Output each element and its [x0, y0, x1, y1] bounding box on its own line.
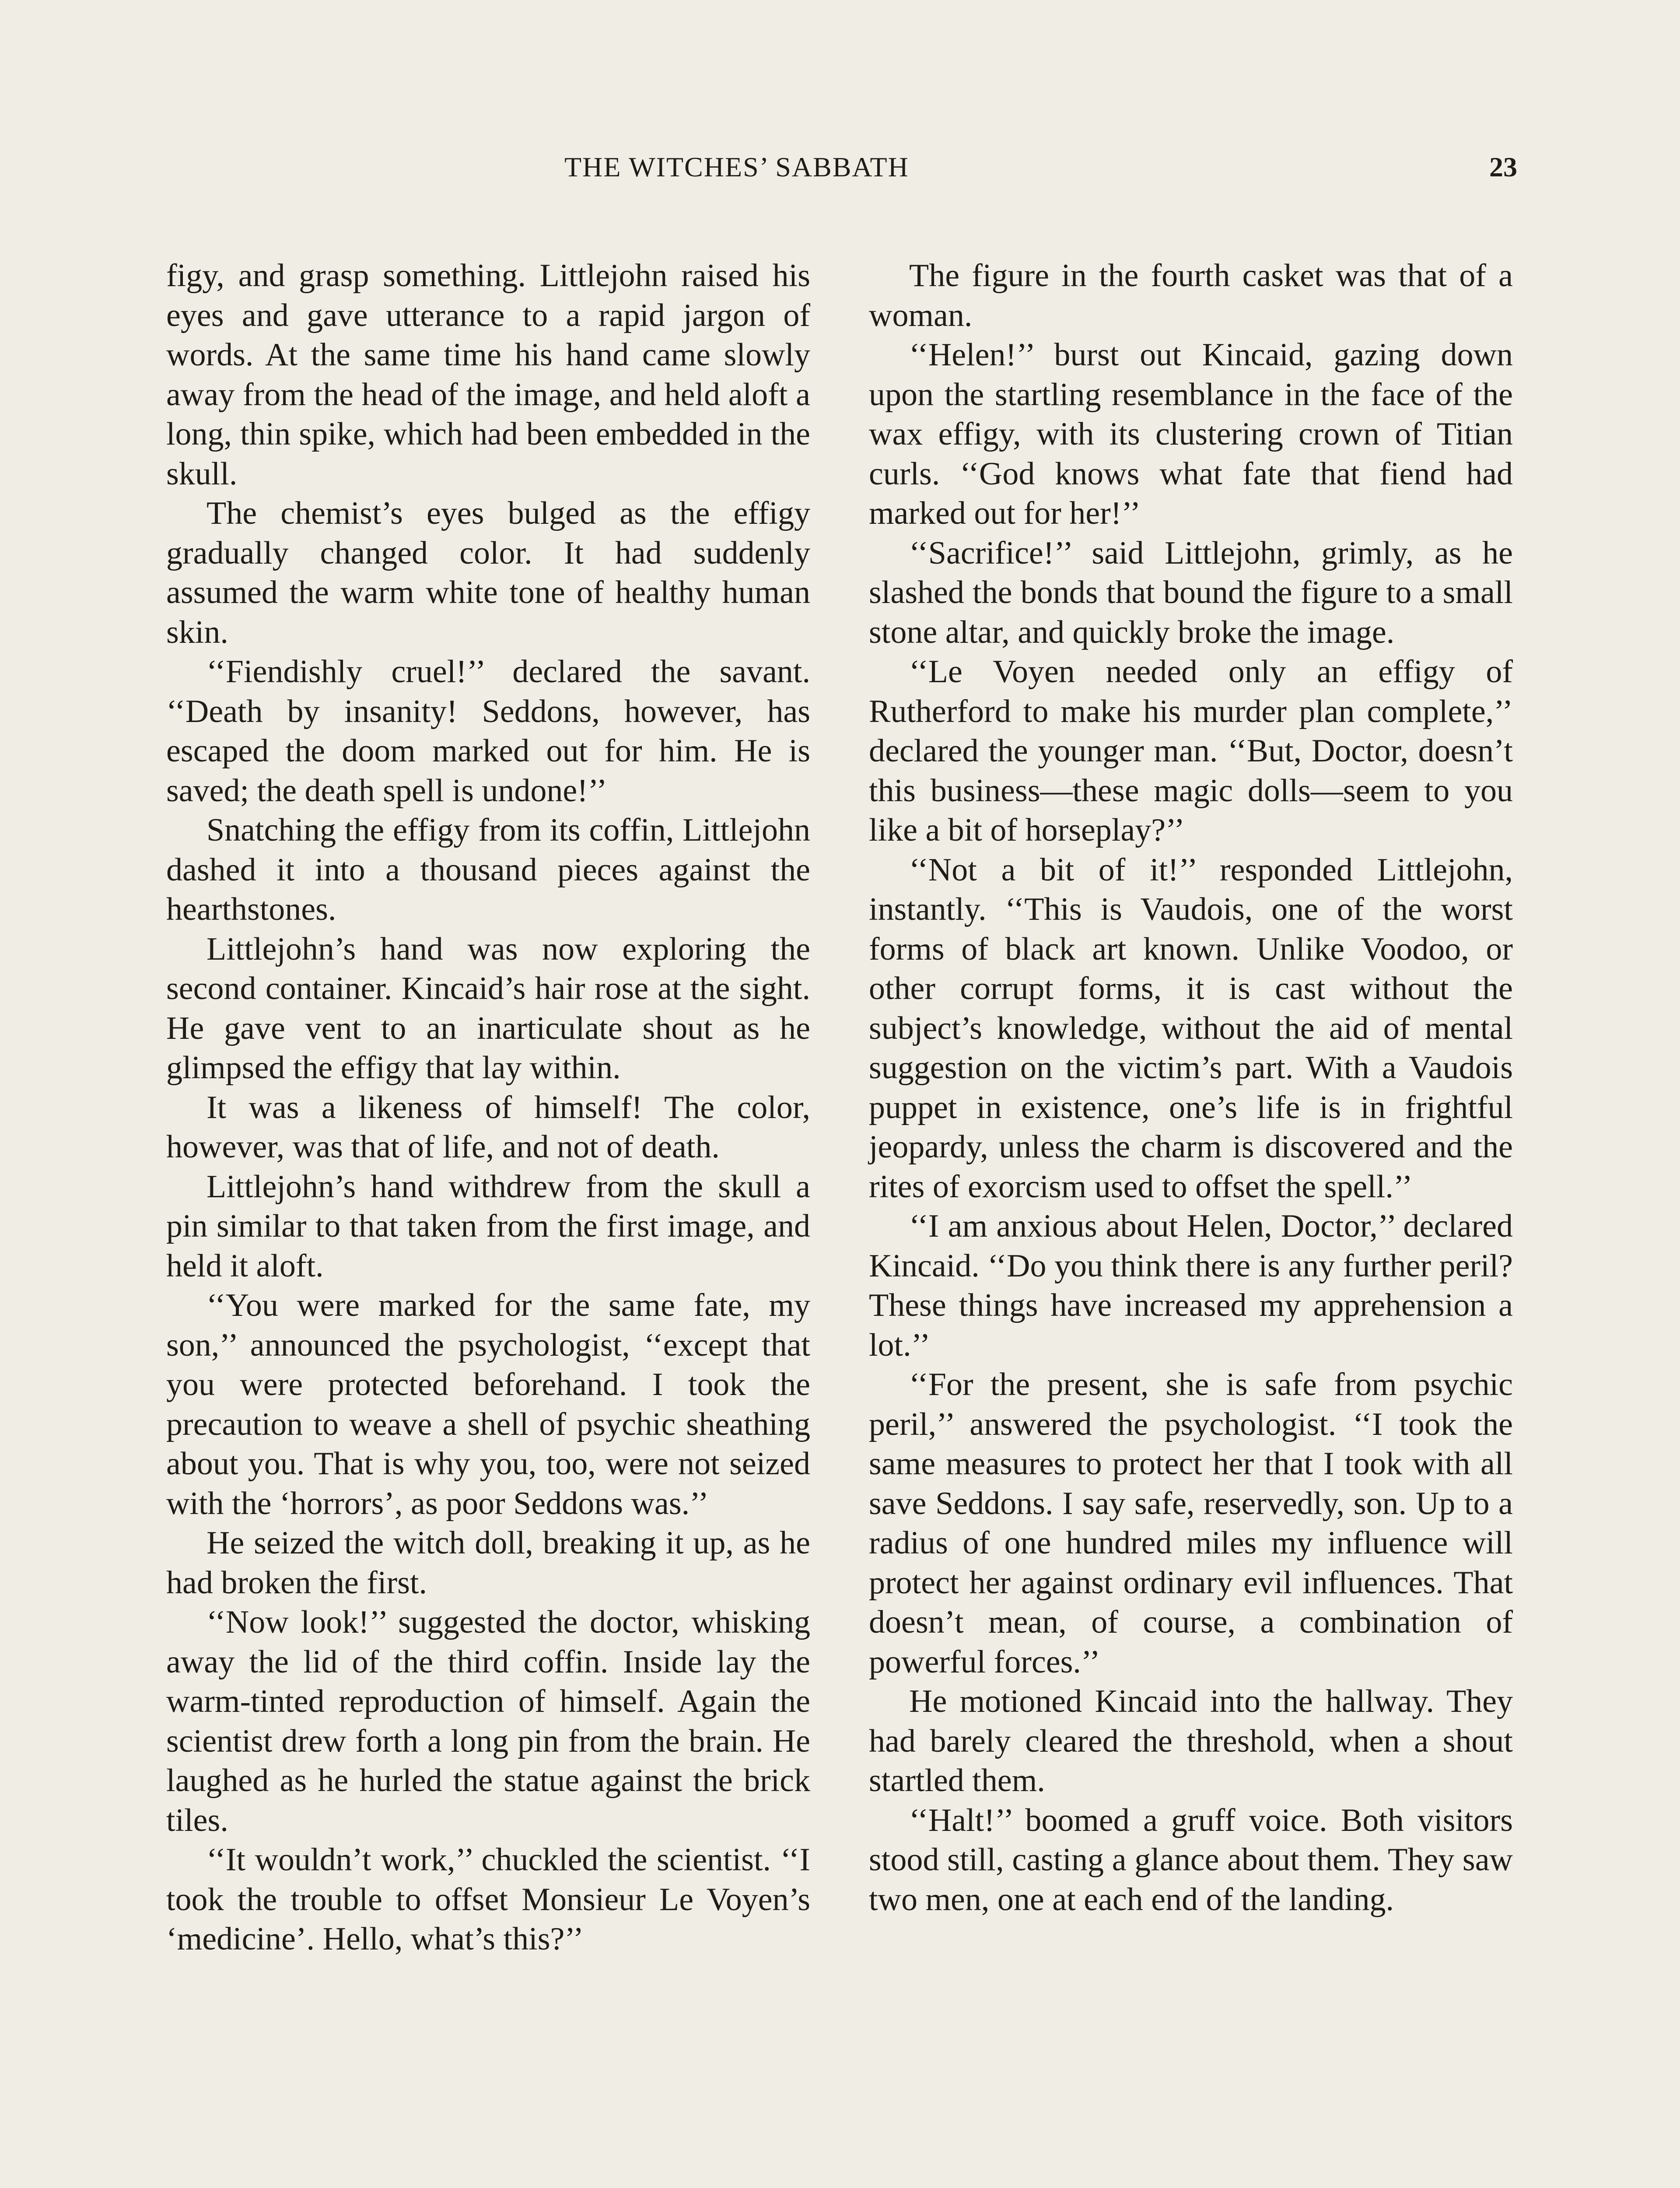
left-column	[166, 256, 810, 1959]
paragraph: He motioned Kincaid into the hallway. They had barely cleared the threshold, when a shout startled them.	[869, 1683, 1513, 1799]
paragraph: ‘‘It wouldn’t work,’’ chuckled the scientist. ‘‘I took the trouble to offset Monsieur Le Voyen’s ‘medicine’. Hello, what’s this?’’	[166, 1842, 810, 1957]
paragraph: ‘‘You were marked for the same fate, my son,’’ announced the psychologist, ‘‘except that you were protected beforehand. I took the precaution to weave a shell of psychic sheathing about you. That is why you, too, were not seized with the ‘horrors’, as poor Seddons was.’’	[166, 1287, 810, 1522]
paragraph: He seized the witch doll, breaking it up, as he had broken the first.	[166, 1525, 810, 1601]
paragraph: ‘‘Sacrifice!’’ said Littlejohn, grimly, as he slashed the bonds that bound the figure to a small stone altar, and quickly broke the image.	[869, 535, 1513, 650]
right-column	[869, 256, 1513, 1919]
running-head: THE WITCHES’ SABBATH	[564, 151, 909, 182]
paragraph: ‘‘I am anxious about Helen, Doctor,’’ declared Kincaid. ‘‘Do you think there is any further peril? These things have increased my apprehension a lot.’’	[869, 1208, 1513, 1363]
paragraph: ‘‘Halt!’’ boomed a gruff voice. Both visitors stood still, casting a glance about them. They saw two men, one at each end of the landing.	[869, 1802, 1513, 1918]
paragraph: Littlejohn’s hand was now exploring the second container. Kincaid’s hair rose at the sight. He gave vent to an inarticulate shout as he glimpsed the effigy that lay within.	[166, 931, 810, 1086]
paragraph: ‘‘Helen!’’ burst out Kincaid, gazing down upon the startling resemblance in the face of the wax effigy, with its clustering crown of Titian curls. ‘‘God knows what fate that fiend had marked out for her!’’	[869, 337, 1513, 531]
paragraph: The figure in the fourth casket was that of a woman.	[869, 258, 1513, 333]
paragraph: ‘‘Le Voyen needed only an effigy of Rutherford to make his murder plan complete,’’ declared the younger man. ‘‘But, Doctor, doesn’t this business—these magic dolls—seem to you like a bit of horseplay?’’	[869, 654, 1513, 848]
paragraph: ‘‘Now look!’’ suggested the doctor, whisking away the lid of the third coffin. Inside lay the warm-tinted reproduction of himself. Again the scientist drew forth a long pin from the brain. He laughed as he hurled the statue against the brick tiles.	[166, 1604, 810, 1838]
paragraph: ‘‘For the present, she is safe from psychic peril,’’ answered the psychologist. ‘‘I took the same measures to protect her that I took with all save Seddons. I say safe, reservedly, son. Up to a radius of one hundred miles my influence will protect her against ordinary evil influences. That doesn’t mean, of course, a combination of powerful forces.’’	[869, 1367, 1513, 1680]
page-number: 23	[1489, 151, 1517, 182]
paragraph: ‘‘Not a bit of it!’’ responded Littlejohn, instantly. ‘‘This is Vaudois, one of the worst forms of black art known. Unlike Voodoo, or other corrupt forms, it is cast without the subject’s knowledge, without the aid of mental suggestion on the victim’s part. With a Vaudois puppet in existence, one’s life is in frightful jeopardy, unless the charm is discovered and the rites of exorcism used to offset the spell.’’	[869, 852, 1513, 1205]
paragraph: ‘‘Fiendishly cruel!’’ declared the savant. ‘‘Death by insanity! Seddons, however, has escaped the doom marked out for him. He is saved; the death spell is undone!’’	[166, 654, 810, 809]
paragraph: Littlejohn’s hand withdrew from the skull a pin similar to that taken from the first image, and held it aloft.	[166, 1168, 810, 1284]
paragraph: figy, and grasp something. Littlejohn raised his eyes and gave utterance to a rapid jargon of words. At the same time his hand came slowly away from the head of the image, and held aloft a long, thin spike, which had been embedded in the skull.	[166, 258, 810, 492]
paragraph: It was a likeness of himself! The color, however, was that of life, and not of death.	[166, 1089, 810, 1165]
paragraph: Snatching the effigy from its coffin, Littlejohn dashed it into a thousand pieces against the hearthstones.	[166, 812, 810, 927]
paragraph: The chemist’s eyes bulged as the effigy gradually changed color. It had suddenly assumed the warm white tone of healthy human skin.	[166, 495, 810, 650]
